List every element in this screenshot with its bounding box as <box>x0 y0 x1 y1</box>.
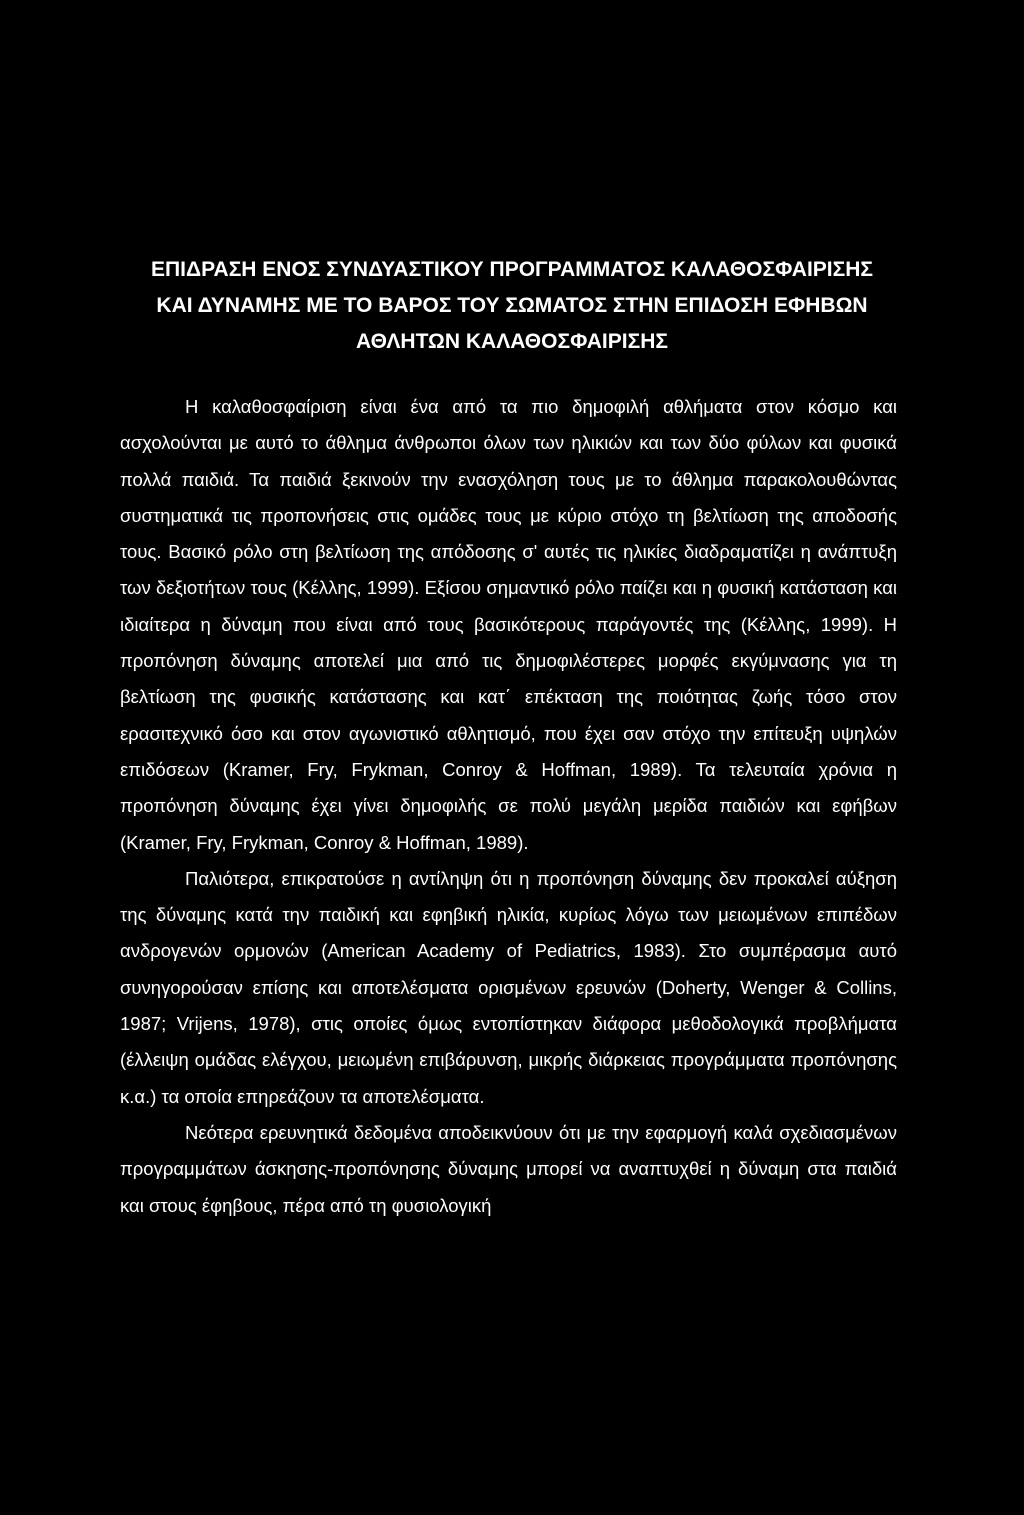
paragraph-3: Νεότερα ερευνητικά δεδομένα αποδεικνύουν ότι με την εφαρμογή καλά σχεδιασμένων προγραμμάτων άσκησης-προπόνησης δύναμης μπορεί να αναπτυχθεί η δύναμη στα παιδιά και στους έφηβους, πέρα από τη φυσιολογική <box>120 1121 897 1216</box>
title-line-3: ΑΘΛΗΤΩΝ ΚΑΛΑΘΟΣΦΑΙΡΙΣΗΣ <box>356 330 668 353</box>
paragraph-1: Η καλαθοσφαίριση είναι ένα από τα πιο δημοφιλή αθλήματα στον κόσμο και ασχολούνται με αυτό το άθλημα άνθρωποι όλων των ηλικιών και των δύο φύλων και φυσικά πολλά παιδιά. Τα παιδιά ξεκινούν την ενασχόληση τους με το άθλημα παρακολουθώντας συστηματικά τις προπονήσεις στις ομάδες τους με κύριο στόχο τη βελτίωση της αποδοσής τους. Βασικό ρόλο στη βελτίωση της απόδοσης σ' αυτές τις ηλικίες διαδραματίζει η ανάπτυξη των δεξιοτήτων τους (Κέλλης, 1999). Εξίσου σημαντικό ρόλο παίζει και η φυσική κατάσταση και ιδιαίτερα η δύναμη που είναι από τους βασικότερους παράγοντές της (Κέλλης, 1999). Η προπόνηση δύναμης αποτελεί μια από τις δημοφιλέστερες μορφές εκγύμνασης για τη βελτίωση της φυσικής κατάστασης και κατ΄ επέκταση της ποιότητας ζωής τόσο στον ερασιτεχνικό όσο και στον αγωνιστικό αθλητισμό, που έχει σαν στόχο την επίτευξη υψηλών επιδόσεων (Kramer, Fry, Frykman, Conroy & Hoffman, 1989). Τα τελευταία χρόνια η προπόνηση δύναμης έχει γίνει δημοφιλής σε πολύ μεγάλη μερίδα παιδιών και εφήβων (Kramer, Fry, Frykman, Conroy & Hoffman, 1989). <box>120 396 897 853</box>
paragraph-2: Παλιότερα, επικρατούσε η αντίληψη ότι η προπόνηση δύναμης δεν προκαλεί αύξηση της δύναμης κατά την παιδική και εφηβική ηλικία, κυρίως λόγω των μειωμένων επιπέδων ανδρογενών ορμονών (American Academy of Pediatrics, 1983). Στο συμπέρασμα αυτό συνηγορούσαν επίσης και αποτελέσματα ορισμένων ερευνών (Doherty, Wenger & Collins, 1987; Vrijens, 1978), στις οποίες όμως εντοπίστηκαν διάφορα μεθοδολογικά προβλήματα (έλλειψη ομάδας ελέγχου, μειωμένη επιβάρυνση, μικρής διάρκειας προγράμματα προπόνησης κ.α.) τα οποία επηρεάζουν τα αποτελέσματα. <box>120 867 897 1107</box>
title-line-1: ΕΠΙΔΡΑΣΗ ΕΝΟΣ ΣΥΝΔΥΑΣΤΙΚΟΥ ΠΡΟΓΡΑΜΜΑΤΟΣ ΚΑΛΑΘΟΣΦΑΙΡΙΣΗΣ <box>150 258 873 281</box>
document-body <box>120 389 897 1224</box>
title-line-2: ΚΑΙ ΔΥΝΑΜΗΣ ΜΕ ΤΟ ΒΑΡΟΣ ΤΟΥ ΣΩΜΑΤΟΣ ΣΤΗΝ ΕΠΙΔΟΣΗ ΕΦΗΒΩΝ <box>156 294 868 317</box>
document-title <box>100 252 924 360</box>
